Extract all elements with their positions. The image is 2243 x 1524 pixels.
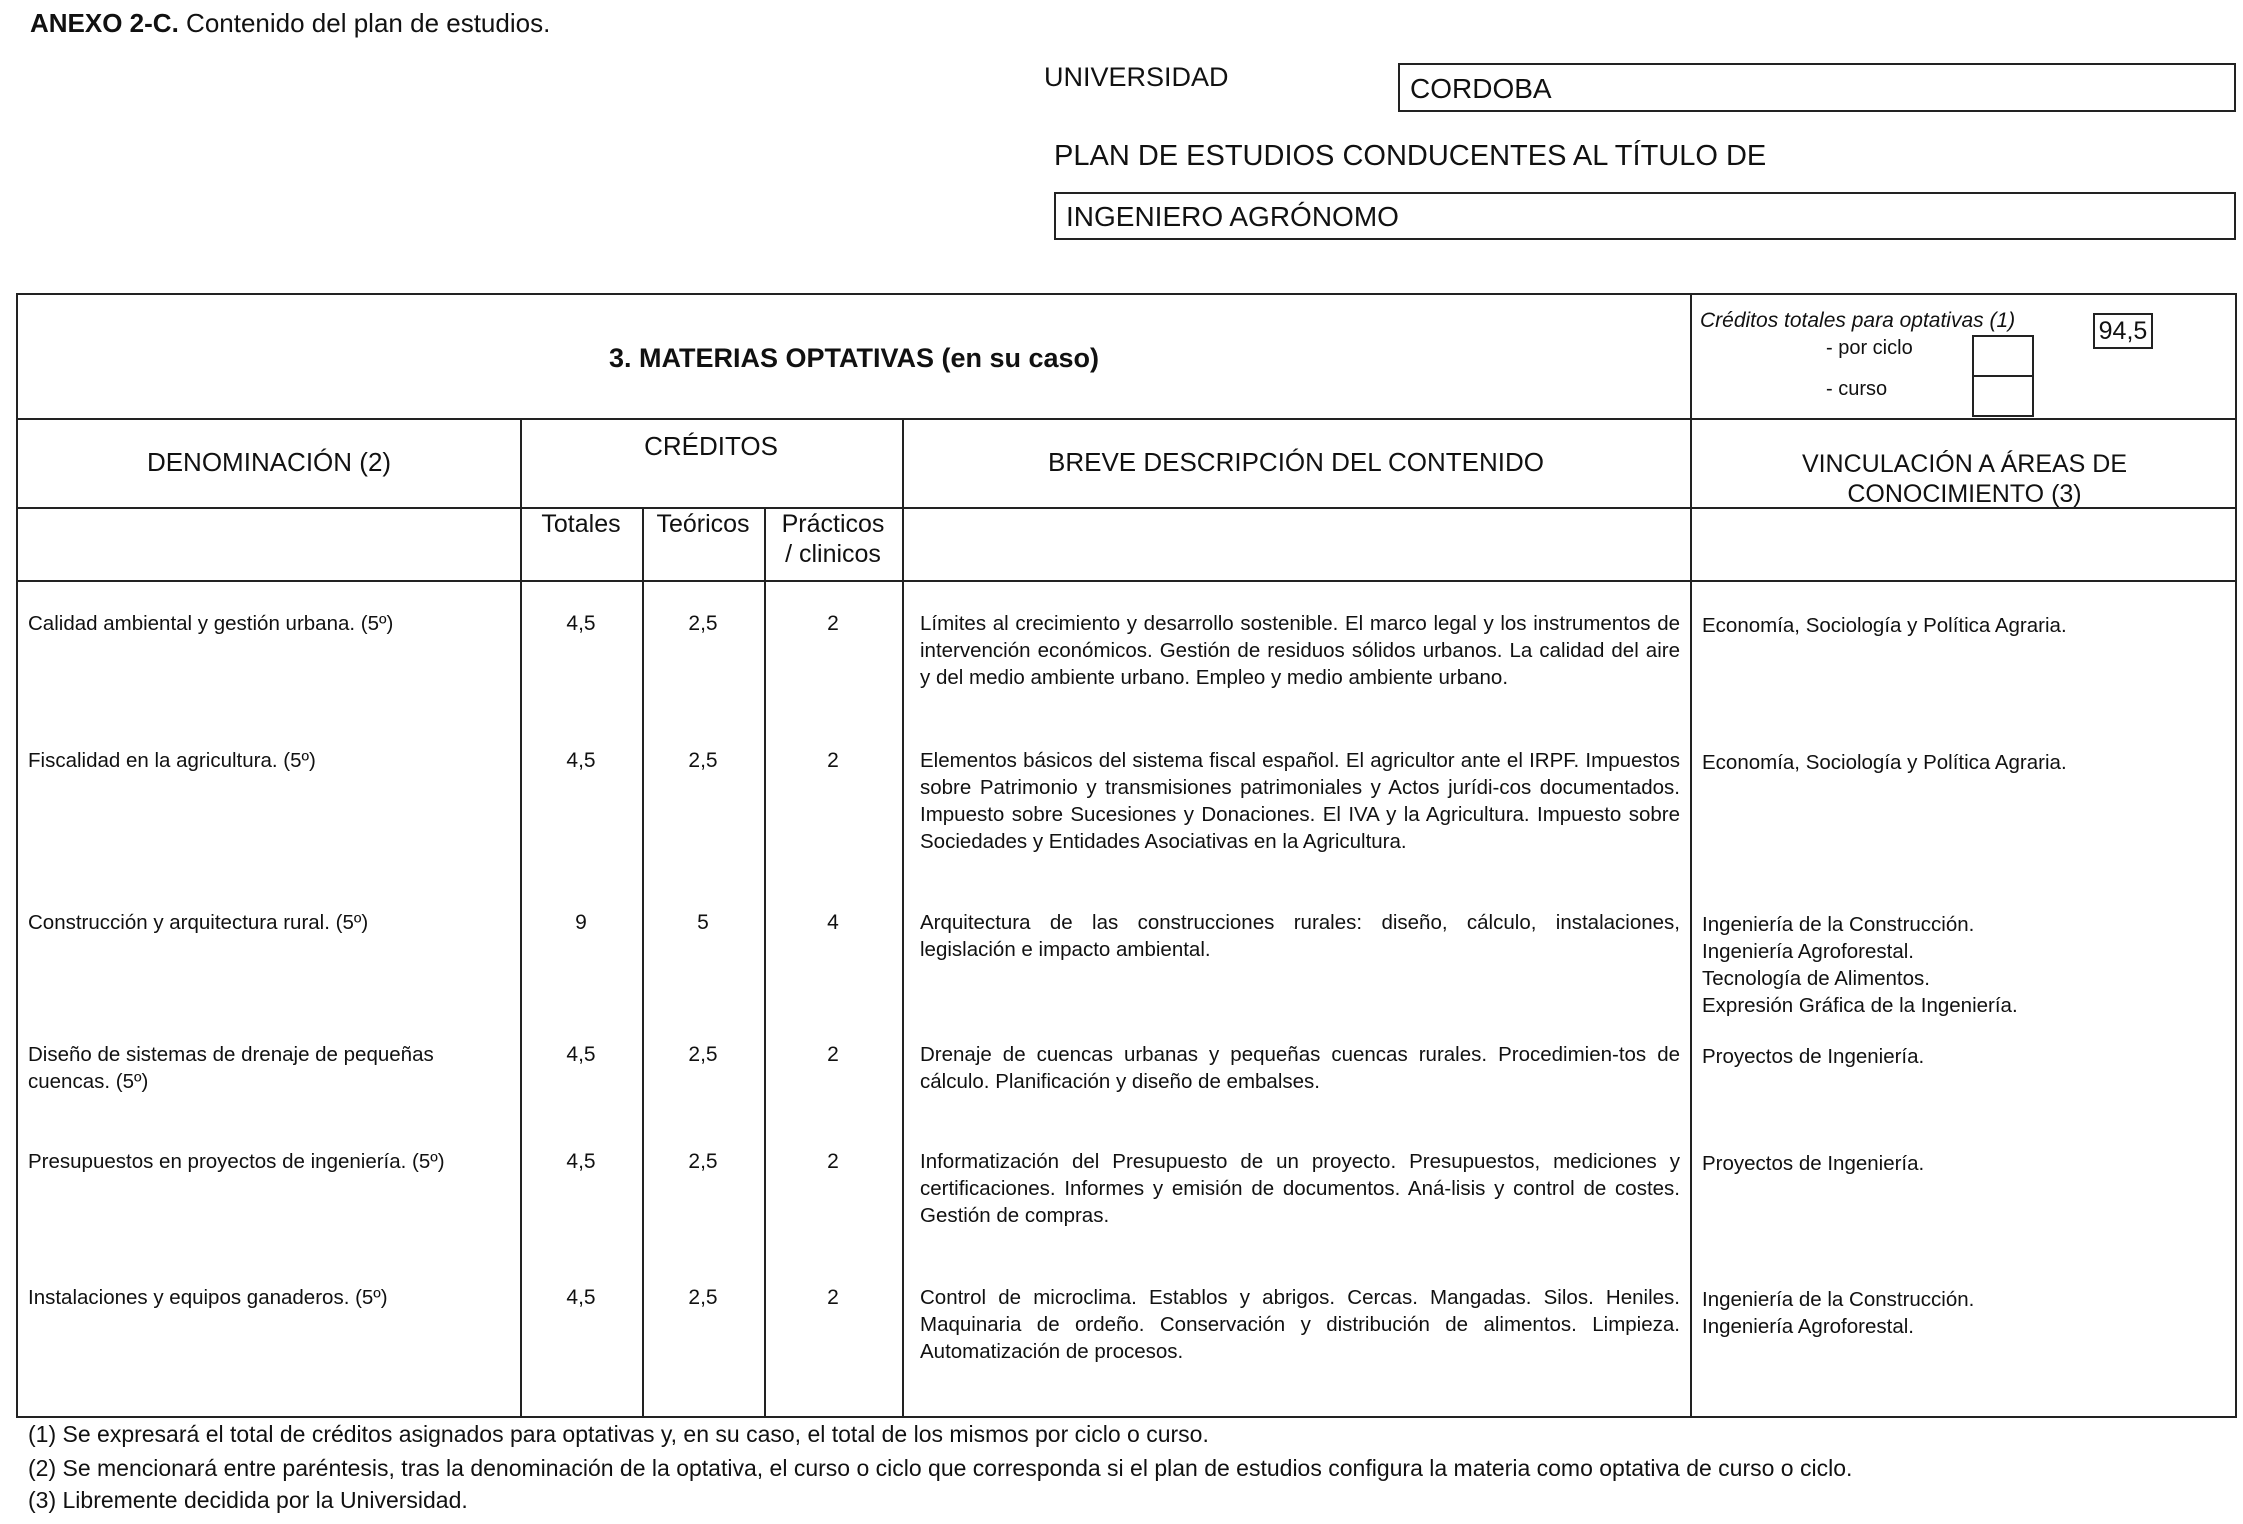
row-teoricos: 2,5 xyxy=(688,612,718,635)
row-name: Diseño de sistemas de drenaje de pequeñas cuencas. (5º) xyxy=(28,1043,434,1093)
total-credits-value: 94,5 xyxy=(2093,313,2153,349)
area-item: Economía, Sociología y Política Agraria. xyxy=(1702,751,2067,774)
area-item: Tecnología de Alimentos. xyxy=(1702,967,1930,990)
row-name: Fiscalidad en la agricultura. (5º) xyxy=(28,749,316,772)
row-practicos: 2 xyxy=(827,612,839,635)
row-areas xyxy=(1702,1043,2232,1070)
col-vinculacion-line1: VINCULACIÓN A ÁREAS DE xyxy=(1801,450,2128,478)
per-cycle-box xyxy=(1972,335,2034,377)
row-description: Elementos básicos del sistema fiscal español. El agricultor ante el IRPF. Impuestos sobre Patrimonio y transmisiones patrimoniales y Actos jurídi-cos documentados. Impuesto sobre Sucesiones y Donaciones. El IVA y la Agricultura. Impuesto sobre Sociedades y Entidades Asociativas en la Agricultura. xyxy=(920,749,1680,853)
area-item: Ingeniería Agroforestal. xyxy=(1702,940,1914,963)
per-course-box xyxy=(1972,375,2034,417)
row-name: Calidad ambiental y gestión urbana. (5º) xyxy=(28,612,394,635)
area-item: Proyectos de Ingeniería. xyxy=(1702,1152,1925,1175)
row-totales: 9 xyxy=(575,911,587,934)
area-item: Proyectos de Ingeniería. xyxy=(1702,1045,1925,1068)
col-practicos-line1: Prácticos xyxy=(781,510,885,538)
row-description: Control de microclima. Establos y abrigos. Cercas. Mangadas. Silos. Heniles. Maquinaria de ordeño. Conservación y distribución de alimentos. Limpieza. Automatización de procesos. xyxy=(920,1286,1680,1363)
area-item: Ingeniería de la Construcción. xyxy=(1702,1288,1975,1311)
row-name: Instalaciones y equipos ganaderos. (5º) xyxy=(28,1286,388,1309)
row-practicos: 2 xyxy=(827,1286,839,1309)
optional-subjects-table xyxy=(16,293,2237,1418)
row-teoricos: 5 xyxy=(697,911,709,934)
row-description: Arquitectura de las construcciones rurales: diseño, cálculo, instalaciones, legislación e impacto ambiental. xyxy=(920,911,1680,961)
plan-label: PLAN DE ESTUDIOS CONDUCENTES AL TÍTULO DE xyxy=(1054,140,1767,172)
row-teoricos: 2,5 xyxy=(688,749,718,772)
row-areas xyxy=(1702,749,2232,776)
university-field: CORDOBA xyxy=(1398,63,2236,112)
row-description: Informatización del Presupuesto de un proyecto. Presupuestos, mediciones y certificaciones. Informes y emisión de documentos. Aná-lisis y control de costes. Gestión de compras. xyxy=(920,1150,1680,1227)
university-label: UNIVERSIDAD xyxy=(1044,62,1229,92)
row-teoricos: 2,5 xyxy=(688,1043,718,1066)
row-teoricos: 2,5 xyxy=(688,1286,718,1309)
row-totales: 4,5 xyxy=(566,1150,596,1173)
table-divider xyxy=(18,418,2235,420)
table-divider xyxy=(764,507,766,1416)
row-totales: 4,5 xyxy=(566,612,596,635)
per-course-label: - curso xyxy=(1826,378,1888,400)
row-totales: 4,5 xyxy=(566,749,596,772)
col-vinculacion-line2: CONOCIMIENTO (3) xyxy=(1847,480,2082,508)
area-item: Ingeniería de la Construcción. xyxy=(1702,913,1975,936)
col-practicos-line2: / clinicos xyxy=(785,540,881,568)
footnote-1: (1) Se expresará el total de créditos asignados para optativas y, en su caso, el total de los mismos por ciclo o curso. xyxy=(28,1421,1209,1447)
annex-label: ANEXO 2-C. xyxy=(30,8,179,38)
row-practicos: 2 xyxy=(827,1043,839,1066)
table-divider xyxy=(520,418,522,1416)
row-totales: 4,5 xyxy=(566,1286,596,1309)
degree-title-field: INGENIERO AGRÓNOMO xyxy=(1054,192,2236,240)
table-divider xyxy=(642,507,644,1416)
row-description: Límites al crecimiento y desarrollo sostenible. El marco legal y los instrumentos de intervención económicos. Gestión de residuos sólidos urbanos. La calidad del aire y del medio ambiente urbano. Empleo y medio ambiente urbano. xyxy=(920,612,1680,689)
total-credits-label: Créditos totales para optativas (1) xyxy=(1700,309,2016,332)
col-descripcion: BREVE DESCRIPCIÓN DEL CONTENIDO xyxy=(1047,447,1544,477)
row-name: Presupuestos en proyectos de ingeniería. (5º) xyxy=(28,1150,445,1173)
section-title: 3. MATERIAS OPTATIVAS (en su caso) xyxy=(608,343,1100,373)
col-totales: Totales xyxy=(541,510,621,538)
row-areas xyxy=(1702,612,2232,639)
row-name: Construcción y arquitectura rural. (5º) xyxy=(28,911,369,934)
per-cycle-label: - por ciclo xyxy=(1826,337,1913,359)
col-vinculacion xyxy=(1692,449,2237,509)
row-teoricos: 2,5 xyxy=(688,1150,718,1173)
row-areas xyxy=(1702,911,2232,1019)
row-areas xyxy=(1702,1150,2232,1177)
row-description: Drenaje de cuencas urbanas y pequeñas cuencas rurales. Procedimien-tos de cálculo. Planificación y diseño de embalses. xyxy=(920,1043,1680,1093)
annex-text: Contenido del plan de estudios. xyxy=(186,8,551,38)
row-practicos: 2 xyxy=(827,1150,839,1173)
footnote-2: (2) Se mencionará entre paréntesis, tras la denominación de la optativa, el curso o ciclo que corresponda si el plan de estudios configura la materia como optativa de curso o ciclo. xyxy=(28,1455,1853,1481)
row-practicos: 2 xyxy=(827,749,839,772)
footnote-3: (3) Libremente decidida por la Universidad. xyxy=(28,1487,468,1513)
col-practicos xyxy=(764,509,902,569)
area-item: Ingeniería Agroforestal. xyxy=(1702,1315,1914,1338)
col-teoricos: Teóricos xyxy=(656,510,750,538)
area-item: Expresión Gráfica de la Ingeniería. xyxy=(1702,994,2018,1017)
col-creditos: CRÉDITOS xyxy=(644,431,778,461)
annex-heading xyxy=(30,8,550,39)
row-totales: 4,5 xyxy=(566,1043,596,1066)
col-denominacion: DENOMINACIÓN (2) xyxy=(146,447,392,477)
area-item: Economía, Sociología y Política Agraria. xyxy=(1702,614,2067,637)
table-divider xyxy=(18,580,2235,582)
table-divider xyxy=(902,418,904,1416)
row-areas xyxy=(1702,1286,2232,1340)
row-practicos: 4 xyxy=(827,911,839,934)
